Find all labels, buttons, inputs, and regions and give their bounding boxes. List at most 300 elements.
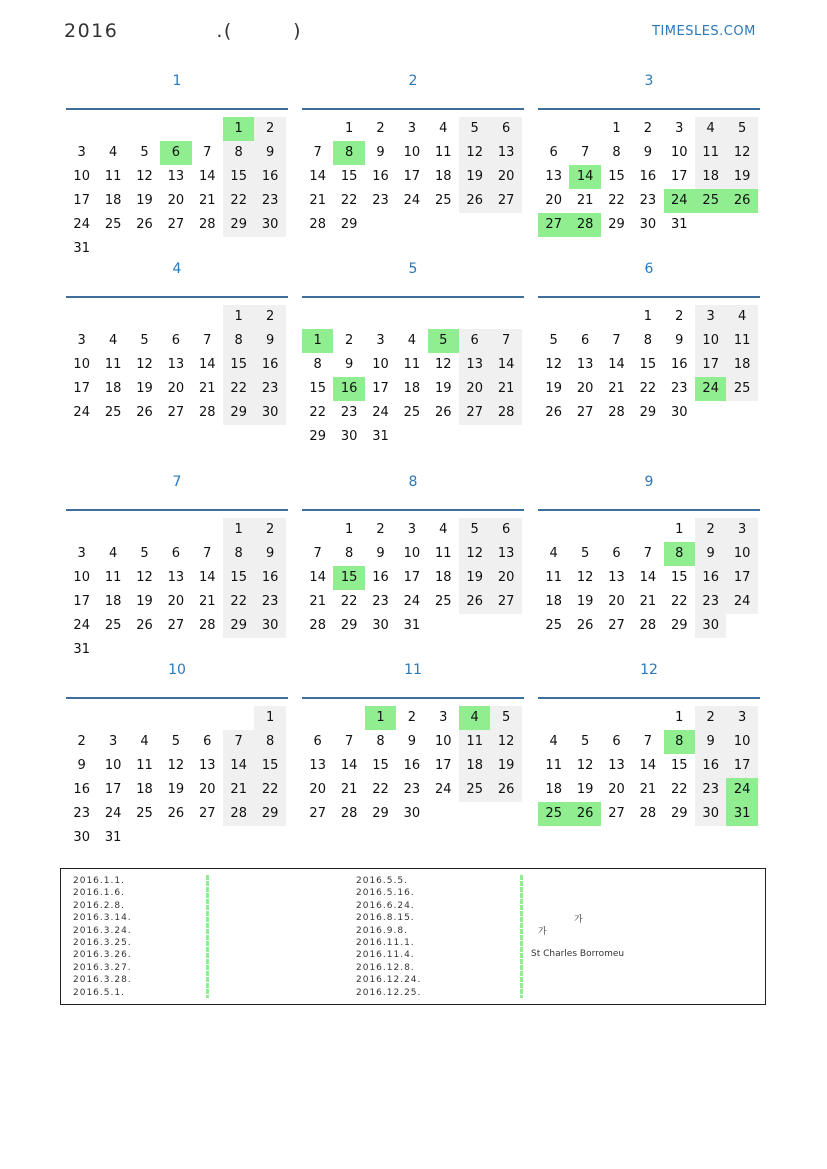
day-cell: 24 bbox=[73, 618, 90, 633]
day-cell: 15 bbox=[372, 758, 389, 773]
day-cell: 20 bbox=[199, 782, 216, 797]
day-cell: 24 bbox=[726, 590, 757, 614]
day-cell: 14 bbox=[639, 758, 657, 773]
day-cell: 6 bbox=[490, 518, 521, 542]
day-cell: 1 bbox=[254, 706, 285, 730]
day-cell: 2 bbox=[695, 518, 726, 542]
day-cell: 25 bbox=[136, 806, 153, 821]
day-cell: 21 bbox=[309, 594, 326, 609]
day-cell: 15 bbox=[671, 758, 688, 773]
day-cell: 3 bbox=[77, 333, 86, 348]
day-cell: 17 bbox=[435, 758, 452, 773]
day-cell: 24 bbox=[372, 405, 389, 420]
day-cell: 26 bbox=[435, 405, 452, 420]
day-cell: 7 bbox=[203, 546, 212, 561]
day-cell: 8 bbox=[254, 730, 285, 754]
day-cell: 29 bbox=[309, 429, 326, 444]
day-cell: 23 bbox=[254, 189, 285, 213]
day-cell: 4 bbox=[108, 333, 118, 348]
day-cell: 19 bbox=[136, 594, 153, 609]
month-11 bbox=[302, 662, 524, 862]
day-cell: 23 bbox=[639, 193, 657, 208]
day-cell: 13 bbox=[199, 758, 216, 773]
day-cell: 17 bbox=[726, 754, 757, 778]
day-cell: 22 bbox=[223, 189, 254, 213]
day-cell: 16 bbox=[403, 758, 421, 773]
day-cell: 12 bbox=[576, 758, 594, 773]
day-cell: 20 bbox=[576, 381, 594, 396]
day-cell: 29 bbox=[639, 405, 657, 420]
day-cell: 3 bbox=[726, 706, 757, 730]
day-cell: 21 bbox=[576, 193, 594, 208]
day-cell: 11 bbox=[104, 357, 122, 372]
day-cell: 11 bbox=[545, 758, 562, 773]
day-cell: 30 bbox=[639, 217, 657, 232]
month-name: 8 bbox=[408, 474, 418, 490]
day-cell: 31 bbox=[73, 642, 90, 657]
day-cell: 6 bbox=[171, 333, 181, 348]
day-cell: 12 bbox=[726, 141, 757, 165]
day-cell: 17 bbox=[403, 570, 421, 585]
day-cell: 28 bbox=[608, 405, 625, 420]
day-cell: 17 bbox=[73, 193, 90, 208]
day-cell: 29 bbox=[372, 806, 389, 821]
day-cell: 19 bbox=[726, 165, 757, 189]
day-cell: 8 bbox=[223, 141, 254, 165]
day-cell: 25 bbox=[104, 405, 122, 420]
day-cell: 1 bbox=[223, 305, 254, 329]
day-cell: 30 bbox=[695, 802, 726, 826]
day-cell: 31 bbox=[73, 241, 90, 256]
day-cell: 19 bbox=[459, 165, 490, 189]
day-cell: 7 bbox=[223, 730, 254, 754]
legend-date: 2016.3.14. bbox=[73, 913, 132, 924]
day-cell: 7 bbox=[643, 734, 653, 749]
day-cell: 31 bbox=[372, 429, 389, 444]
month-name: 7 bbox=[172, 474, 182, 490]
day-cell: 19 bbox=[576, 594, 594, 609]
day-cell: 22 bbox=[254, 778, 285, 802]
day-cell: 24 bbox=[73, 217, 90, 232]
day-cell: 28 bbox=[199, 217, 216, 232]
day-cell: 4 bbox=[108, 145, 118, 160]
day-cell: 18 bbox=[104, 381, 122, 396]
day-cell: 1 bbox=[302, 329, 333, 353]
day-cell: 25 bbox=[538, 802, 569, 826]
day-cell: 22 bbox=[608, 193, 625, 208]
day-cell: 23 bbox=[372, 594, 389, 609]
day-cell: 8 bbox=[313, 357, 322, 372]
day-cell: 27 bbox=[167, 405, 185, 420]
month-rule bbox=[66, 509, 288, 511]
day-cell: 18 bbox=[136, 782, 153, 797]
day-cell: 4 bbox=[695, 117, 726, 141]
day-cell: 31 bbox=[104, 830, 122, 845]
day-cell: 31 bbox=[726, 802, 757, 826]
day-cell: 28 bbox=[639, 806, 657, 821]
day-cell: 30 bbox=[372, 618, 389, 633]
day-cell: 12 bbox=[490, 730, 521, 754]
day-cell: 26 bbox=[569, 802, 600, 826]
day-cell: 18 bbox=[695, 165, 726, 189]
day-cell: 27 bbox=[608, 806, 625, 821]
day-cell: 5 bbox=[140, 333, 149, 348]
day-cell: 24 bbox=[726, 778, 757, 802]
day-cell: 26 bbox=[136, 618, 153, 633]
day-cell: 15 bbox=[223, 165, 254, 189]
day-cell: 20 bbox=[490, 566, 521, 590]
day-cell: 8 bbox=[612, 145, 621, 160]
day-cell: 13 bbox=[167, 169, 185, 184]
day-cell: 24 bbox=[435, 782, 452, 797]
day-cell: 8 bbox=[223, 329, 254, 353]
day-cell: 29 bbox=[223, 401, 254, 425]
day-cell: 12 bbox=[545, 357, 562, 372]
day-cell: 9 bbox=[77, 758, 86, 773]
day-cell: 19 bbox=[459, 566, 490, 590]
day-cell: 29 bbox=[671, 806, 688, 821]
day-cell: 14 bbox=[340, 758, 358, 773]
day-cell: 17 bbox=[372, 381, 389, 396]
day-cell: 8 bbox=[333, 141, 364, 165]
day-cell: 15 bbox=[671, 570, 688, 585]
day-cell: 14 bbox=[490, 353, 521, 377]
day-cell: 6 bbox=[612, 734, 621, 749]
day-cell: 25 bbox=[695, 189, 726, 213]
day-cell: 16 bbox=[73, 782, 90, 797]
day-cell: 11 bbox=[459, 730, 490, 754]
day-cell: 6 bbox=[459, 329, 490, 353]
day-cell: 1 bbox=[675, 522, 684, 537]
day-cell: 10 bbox=[372, 357, 389, 372]
day-cell: 25 bbox=[104, 217, 122, 232]
day-cell: 23 bbox=[695, 590, 726, 614]
legend-note-b: 가 bbox=[538, 927, 547, 937]
month-name: 6 bbox=[644, 261, 654, 277]
day-cell: 1 bbox=[223, 518, 254, 542]
day-cell: 25 bbox=[459, 778, 490, 802]
day-cell: 22 bbox=[309, 405, 326, 420]
day-cell: 26 bbox=[167, 806, 185, 821]
month-rule bbox=[66, 108, 288, 110]
day-cell: 20 bbox=[608, 594, 625, 609]
day-cell: 10 bbox=[73, 357, 90, 372]
month-7 bbox=[66, 474, 288, 674]
day-cell: 26 bbox=[136, 217, 153, 232]
day-cell: 13 bbox=[459, 353, 490, 377]
month-8 bbox=[302, 474, 524, 674]
day-cell: 25 bbox=[435, 193, 452, 208]
day-cell: 21 bbox=[639, 594, 657, 609]
day-cell: 6 bbox=[580, 333, 590, 348]
day-cell: 28 bbox=[223, 802, 254, 826]
day-cell: 28 bbox=[490, 401, 521, 425]
day-cell: 23 bbox=[340, 405, 358, 420]
day-cell: 5 bbox=[549, 333, 558, 348]
day-cell: 12 bbox=[459, 141, 490, 165]
day-cell: 23 bbox=[403, 782, 421, 797]
day-cell: 4 bbox=[108, 546, 118, 561]
day-cell: 5 bbox=[428, 329, 459, 353]
day-cell: 4 bbox=[140, 734, 149, 749]
day-cell: 4 bbox=[459, 706, 490, 730]
day-cell: 7 bbox=[203, 145, 212, 160]
day-cell: 2 bbox=[675, 309, 684, 324]
day-cell: 5 bbox=[580, 546, 590, 561]
month-3 bbox=[538, 73, 760, 273]
day-cell: 10 bbox=[435, 734, 452, 749]
day-cell: 1 bbox=[612, 121, 621, 136]
day-cell: 2 bbox=[695, 706, 726, 730]
day-cell: 17 bbox=[73, 594, 90, 609]
month-rule bbox=[538, 697, 760, 699]
day-cell: 29 bbox=[340, 618, 358, 633]
day-cell: 26 bbox=[136, 405, 153, 420]
day-cell: 10 bbox=[671, 145, 688, 160]
day-cell: 8 bbox=[664, 730, 695, 754]
day-cell: 1 bbox=[223, 117, 254, 141]
day-cell: 26 bbox=[545, 405, 562, 420]
day-cell: 9 bbox=[254, 542, 285, 566]
day-cell: 18 bbox=[545, 782, 562, 797]
day-cell: 12 bbox=[167, 758, 185, 773]
legend-bar-1 bbox=[206, 875, 209, 998]
day-cell: 14 bbox=[309, 169, 326, 184]
day-cell: 12 bbox=[435, 357, 452, 372]
day-cell: 3 bbox=[675, 121, 684, 136]
day-cell: 26 bbox=[459, 590, 490, 614]
day-cell: 27 bbox=[490, 189, 521, 213]
day-cell: 24 bbox=[73, 405, 90, 420]
month-9 bbox=[538, 474, 760, 674]
day-cell: 12 bbox=[136, 169, 153, 184]
day-cell: 16 bbox=[333, 377, 364, 401]
day-cell: 6 bbox=[612, 546, 621, 561]
day-cell: 15 bbox=[309, 381, 326, 396]
day-cell: 27 bbox=[490, 590, 521, 614]
day-cell: 4 bbox=[439, 121, 448, 136]
day-cell: 13 bbox=[608, 570, 625, 585]
day-cell: 16 bbox=[254, 566, 285, 590]
day-cell: 19 bbox=[136, 381, 153, 396]
legend-date: 2016.5.16. bbox=[356, 888, 415, 899]
day-cell: 18 bbox=[459, 754, 490, 778]
day-cell: 26 bbox=[490, 778, 521, 802]
day-cell: 10 bbox=[726, 542, 757, 566]
day-cell: 5 bbox=[140, 546, 149, 561]
day-cell: 27 bbox=[167, 618, 185, 633]
day-cell: 22 bbox=[671, 594, 688, 609]
day-cell: 2 bbox=[344, 333, 354, 348]
day-cell: 5 bbox=[459, 518, 490, 542]
month-rule bbox=[302, 108, 524, 110]
day-cell: 11 bbox=[545, 570, 562, 585]
day-cell: 31 bbox=[403, 618, 421, 633]
day-cell: 20 bbox=[490, 165, 521, 189]
day-cell: 12 bbox=[136, 570, 153, 585]
legend-date: 2016.3.27. bbox=[73, 962, 132, 973]
day-cell: 5 bbox=[459, 117, 490, 141]
day-cell: 29 bbox=[340, 217, 358, 232]
day-cell: 25 bbox=[435, 594, 452, 609]
day-cell: 20 bbox=[608, 782, 625, 797]
day-cell: 30 bbox=[340, 429, 358, 444]
day-cell: 22 bbox=[223, 590, 254, 614]
day-cell: 31 bbox=[671, 217, 688, 232]
day-cell: 19 bbox=[545, 381, 562, 396]
day-cell: 20 bbox=[167, 594, 185, 609]
month-name: 2 bbox=[408, 73, 418, 89]
day-cell: 11 bbox=[136, 758, 153, 773]
legend-date: 2016.3.26. bbox=[73, 950, 132, 961]
day-cell: 9 bbox=[254, 329, 285, 353]
legend-date: 2016.11.4. bbox=[356, 950, 415, 961]
day-cell: 15 bbox=[608, 169, 625, 184]
day-cell: 9 bbox=[407, 734, 417, 749]
day-cell: 20 bbox=[545, 193, 562, 208]
day-cell: 18 bbox=[104, 594, 122, 609]
legend-date: 2016.9.8. bbox=[356, 925, 408, 936]
day-cell: 7 bbox=[580, 145, 590, 160]
day-cell: 11 bbox=[104, 169, 122, 184]
day-cell: 22 bbox=[340, 193, 358, 208]
month-rule bbox=[302, 509, 524, 511]
day-cell: 13 bbox=[167, 570, 185, 585]
legend-date: 2016.3.25. bbox=[73, 938, 132, 949]
legend-date: 2016.5.5. bbox=[356, 876, 408, 886]
day-cell: 28 bbox=[309, 217, 326, 232]
day-cell: 5 bbox=[580, 734, 590, 749]
legend-date: 2016.6.24. bbox=[356, 900, 415, 911]
day-cell: 24 bbox=[664, 189, 695, 213]
day-cell: 26 bbox=[459, 189, 490, 213]
day-cell: 22 bbox=[340, 594, 358, 609]
day-cell: 15 bbox=[223, 353, 254, 377]
day-cell: 23 bbox=[73, 806, 90, 821]
day-cell: 30 bbox=[671, 405, 688, 420]
day-cell: 30 bbox=[254, 401, 285, 425]
legend-date: 2016.3.28. bbox=[73, 975, 132, 986]
day-cell: 21 bbox=[490, 377, 521, 401]
day-cell: 5 bbox=[726, 117, 757, 141]
day-cell: 13 bbox=[576, 357, 594, 372]
day-cell: 6 bbox=[490, 117, 521, 141]
day-cell: 24 bbox=[695, 377, 726, 401]
day-cell: 24 bbox=[403, 193, 421, 208]
day-cell: 24 bbox=[104, 806, 122, 821]
day-cell: 21 bbox=[639, 782, 657, 797]
day-cell: 2 bbox=[77, 734, 86, 749]
day-cell: 23 bbox=[372, 193, 389, 208]
day-cell: 21 bbox=[199, 381, 216, 396]
day-cell: 17 bbox=[73, 381, 90, 396]
day-cell: 10 bbox=[726, 730, 757, 754]
day-cell: 16 bbox=[254, 165, 285, 189]
month-rule bbox=[66, 296, 288, 298]
day-cell: 17 bbox=[104, 782, 122, 797]
day-cell: 11 bbox=[403, 357, 421, 372]
day-cell: 3 bbox=[407, 522, 417, 537]
day-cell: 27 bbox=[459, 401, 490, 425]
day-cell: 11 bbox=[104, 570, 122, 585]
day-cell: 22 bbox=[671, 782, 688, 797]
day-cell: 24 bbox=[403, 594, 421, 609]
legend-date: 2016.12.8. bbox=[356, 962, 415, 973]
day-cell: 2 bbox=[407, 710, 417, 725]
day-cell: 2 bbox=[254, 518, 285, 542]
day-cell: 30 bbox=[695, 614, 726, 638]
day-cell: 13 bbox=[490, 542, 521, 566]
day-cell: 15 bbox=[333, 566, 364, 590]
day-cell: 18 bbox=[435, 169, 452, 184]
day-cell: 12 bbox=[459, 542, 490, 566]
month-rule bbox=[538, 509, 760, 511]
day-cell: 30 bbox=[403, 806, 421, 821]
day-cell: 4 bbox=[726, 305, 757, 329]
day-cell: 10 bbox=[104, 758, 122, 773]
day-cell: 14 bbox=[199, 357, 216, 372]
day-cell: 1 bbox=[365, 706, 396, 730]
day-cell: 4 bbox=[407, 333, 417, 348]
day-cell: 15 bbox=[223, 566, 254, 590]
site-link[interactable]: TIMESLES.COM bbox=[652, 24, 756, 39]
legend-date: 2016.8.15. bbox=[356, 913, 415, 924]
day-cell: 20 bbox=[309, 782, 326, 797]
day-cell: 3 bbox=[376, 333, 385, 348]
day-cell: 16 bbox=[695, 754, 726, 778]
day-cell: 1 bbox=[675, 710, 684, 725]
month-name: 3 bbox=[644, 73, 654, 89]
day-cell: 15 bbox=[639, 357, 657, 372]
day-cell: 6 bbox=[203, 734, 212, 749]
month-rule bbox=[538, 296, 760, 298]
day-cell: 5 bbox=[171, 734, 181, 749]
day-cell: 10 bbox=[403, 546, 421, 561]
day-cell: 16 bbox=[254, 353, 285, 377]
month-name: 11 bbox=[404, 662, 422, 678]
day-cell: 27 bbox=[608, 618, 625, 633]
day-cell: 19 bbox=[167, 782, 185, 797]
day-cell: 17 bbox=[695, 353, 726, 377]
day-cell: 2 bbox=[254, 117, 285, 141]
day-cell: 29 bbox=[671, 618, 688, 633]
day-cell: 23 bbox=[671, 381, 688, 396]
legend-dates-col-1 bbox=[73, 875, 132, 999]
day-cell: 11 bbox=[726, 329, 757, 353]
day-cell: 21 bbox=[199, 594, 216, 609]
day-cell: 25 bbox=[104, 618, 122, 633]
day-cell: 16 bbox=[695, 566, 726, 590]
day-cell: 27 bbox=[199, 806, 216, 821]
day-cell: 18 bbox=[726, 353, 757, 377]
day-cell: 22 bbox=[223, 377, 254, 401]
legend-date: 2016.11.1. bbox=[356, 938, 415, 949]
day-cell: 14 bbox=[608, 357, 625, 372]
day-cell: 15 bbox=[254, 754, 285, 778]
day-cell: 16 bbox=[639, 169, 657, 184]
day-cell: 10 bbox=[403, 145, 421, 160]
day-cell: 7 bbox=[643, 546, 653, 561]
day-cell: 17 bbox=[671, 169, 688, 184]
day-cell: 18 bbox=[104, 193, 122, 208]
legend-date: 2016.5.1. bbox=[73, 987, 125, 998]
day-cell: 14 bbox=[309, 570, 326, 585]
day-cell: 20 bbox=[459, 377, 490, 401]
legend-date: 2016.1.6. bbox=[73, 888, 125, 899]
day-cell: 30 bbox=[73, 830, 90, 845]
day-cell: 14 bbox=[639, 570, 657, 585]
day-cell: 10 bbox=[73, 570, 90, 585]
